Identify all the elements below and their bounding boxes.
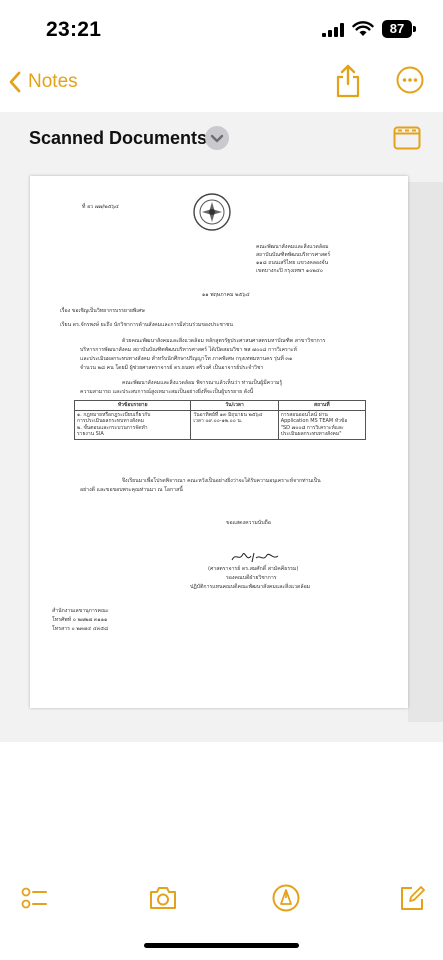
doc-footer-line: สำนักงานเลขานุการคณะ	[52, 608, 109, 614]
doc-to: เรียน ดร.จักรพงษ์ ยะถึง นักวิชาการด้านสังคมและการมีส่วนร่วมของประชาชน	[60, 322, 233, 328]
table-cell-line: วันอาทิตย์ที่ ๑๓ มิถุนายน ๒๕๖๔	[193, 411, 263, 418]
back-button[interactable]	[8, 66, 78, 98]
table-cell-line: "SD ๗๐๐๘ การวิเคราะห์และ	[280, 424, 344, 431]
table-cell-line: ประเมินผลกระทบทางสังคม"	[280, 431, 342, 437]
cellular-signal-icon	[322, 23, 346, 37]
doc-signer-line: ปฏิบัติการแทนคณบดีคณะพัฒนาสังคมและสิ่งแวดล้อม	[190, 584, 311, 590]
doc-body-line: จึงเรียนมาเพื่อโปรดพิจารณา คณะหวังเป็นอย่างยิ่งว่าจะได้รับความอนุเคราะห์จากท่านเป็น	[122, 478, 321, 484]
signature-icon	[230, 550, 280, 564]
doc-footer-line: โทรสาร ๐ ๒๓๗๔ ๔๓๕๘	[52, 626, 109, 632]
doc-org-line: เขตบางกะปิ กรุงเทพฯ ๑๐๒๔๐	[256, 268, 323, 274]
checklist-icon[interactable]	[20, 884, 48, 912]
table-cell-line: ๒. ขั้นตอนและกระบวนการจัดทำ	[77, 424, 148, 431]
scan-view-icon[interactable]	[393, 126, 421, 150]
doc-date: ๑๑ พฤษภาคม ๒๕๖๔	[202, 292, 250, 298]
nav-bar	[0, 60, 443, 104]
battery-nub	[413, 26, 416, 32]
doc-closing: ขอแสดงความนับถือ	[226, 520, 271, 526]
table-cell-topic	[75, 410, 191, 439]
table-cell-line: การสอนออนไลน์ ผ่าน	[280, 411, 328, 418]
chevron-left-icon	[8, 71, 22, 93]
doc-subject: เรื่อง ขอเชิญเป็นวิทยากรบรรยายพิเศษ	[60, 308, 145, 314]
compose-icon[interactable]	[398, 884, 426, 912]
camera-icon[interactable]	[148, 884, 178, 912]
chevron-down-icon[interactable]	[205, 126, 229, 150]
doc-body-line: ด้วยคณะพัฒนาสังคมและสิ่งแวดล้อม หลักสูตรรัฐประศาสนศาสตรมหาบัณฑิต สาขาวิชาการ	[122, 338, 326, 344]
doc-signer-line: (ศาสตราจารย์ ดร.สมศักดิ์ สามัคคีธรรม)	[208, 566, 299, 572]
doc-signer-line: รองคณบดีฝ่ายวิชาการ	[226, 575, 277, 581]
table-cell-line: การประเมินผลกระทบทางสังคม	[77, 418, 145, 424]
table-cell-line: ๑. กฎหมายหรือกฎระเบียบเกี่ยวกับ	[77, 411, 151, 418]
status-time: 23:21	[46, 18, 102, 41]
doc-footer-line: โทรศัพท์ ๐ ๒๗๒๗ ๓๑๑๑	[52, 617, 108, 623]
markup-icon[interactable]	[272, 884, 300, 912]
battery-level: 87	[382, 20, 412, 38]
doc-org-line: ๑๑๘ ถนนเสรีไทย แขวงคลองจั่น	[256, 260, 329, 266]
attachment-title: Scanned Documents	[29, 128, 208, 148]
doc-body-line: บริหารการพัฒนาสังคม สถาบันบัณฑิตพัฒนบริหารศาสตร์ ได้เปิดสอนวิชา พส ๗๐๐๘ การวิเคราะห์	[80, 347, 297, 353]
doc-body-line: คณะพัฒนาสังคมและสิ่งแวดล้อม พิจารณาแล้วเห็นว่า ท่านเป็นผู้มีความรู้	[122, 380, 283, 386]
table-cell-datetime	[191, 410, 278, 439]
table-cell-line: Application MS TEAM หัวข้อ	[280, 418, 348, 424]
table-cell-line: เวลา ๐๙.๐๐-๑๒.๐๐ น.	[193, 418, 243, 424]
scanned-documents-attachment[interactable]	[0, 112, 443, 742]
back-button-label: Notes	[28, 71, 78, 92]
table-header-row	[75, 401, 366, 411]
doc-ref: ที่ อว ๗๗/๒๕๖๔	[82, 204, 119, 210]
bottom-toolbar	[0, 870, 443, 920]
institution-seal-icon	[192, 192, 232, 232]
table-row	[75, 410, 366, 439]
lecture-table	[74, 400, 366, 440]
doc-body-line: จำนวน ๒๘ คน โดยมี ผู้ช่วยศาสตราจารย์ ดร.ธนพร ศรีวงศ์ เป็นอาจารย์ประจำวิชา	[80, 365, 264, 371]
table-header: สถานที่	[278, 401, 365, 411]
scanned-page	[30, 176, 408, 708]
doc-body-line: และประเมินผลกระทบทางสังคม สำหรับนักศึกษาปริญญาโท ภาคพิเศษ กรุงเทพมหานคร รุ่นที่ ๓๑	[80, 356, 293, 362]
table-header: หัวข้อบรรยาย	[75, 401, 191, 411]
status-bar	[0, 0, 443, 60]
doc-body-line: ความสามารถ และประสบการณ์สูงเหมาะสมเป็นอย่างยิ่งที่จะเป็นผู้บรรยาย ดังนี้	[80, 389, 254, 395]
doc-org-line: สถาบันบัณฑิตพัฒนบริหารศาสตร์	[256, 252, 331, 258]
share-icon[interactable]	[334, 64, 362, 98]
more-icon[interactable]	[396, 66, 424, 94]
wifi-icon	[352, 21, 374, 37]
table-cell-venue	[278, 410, 365, 439]
table-cell-line: รายงาน SIA	[77, 431, 104, 437]
table-header: วัน/เวลา	[191, 401, 278, 411]
home-indicator[interactable]	[144, 943, 299, 948]
doc-body-line: อย่างดี และขอขอบพระคุณท่านมา ณ โอกาสนี้	[80, 487, 183, 493]
doc-org-line: คณะพัฒนาสังคมและสิ่งแวดล้อม	[256, 244, 329, 250]
next-page-edge	[408, 182, 443, 722]
